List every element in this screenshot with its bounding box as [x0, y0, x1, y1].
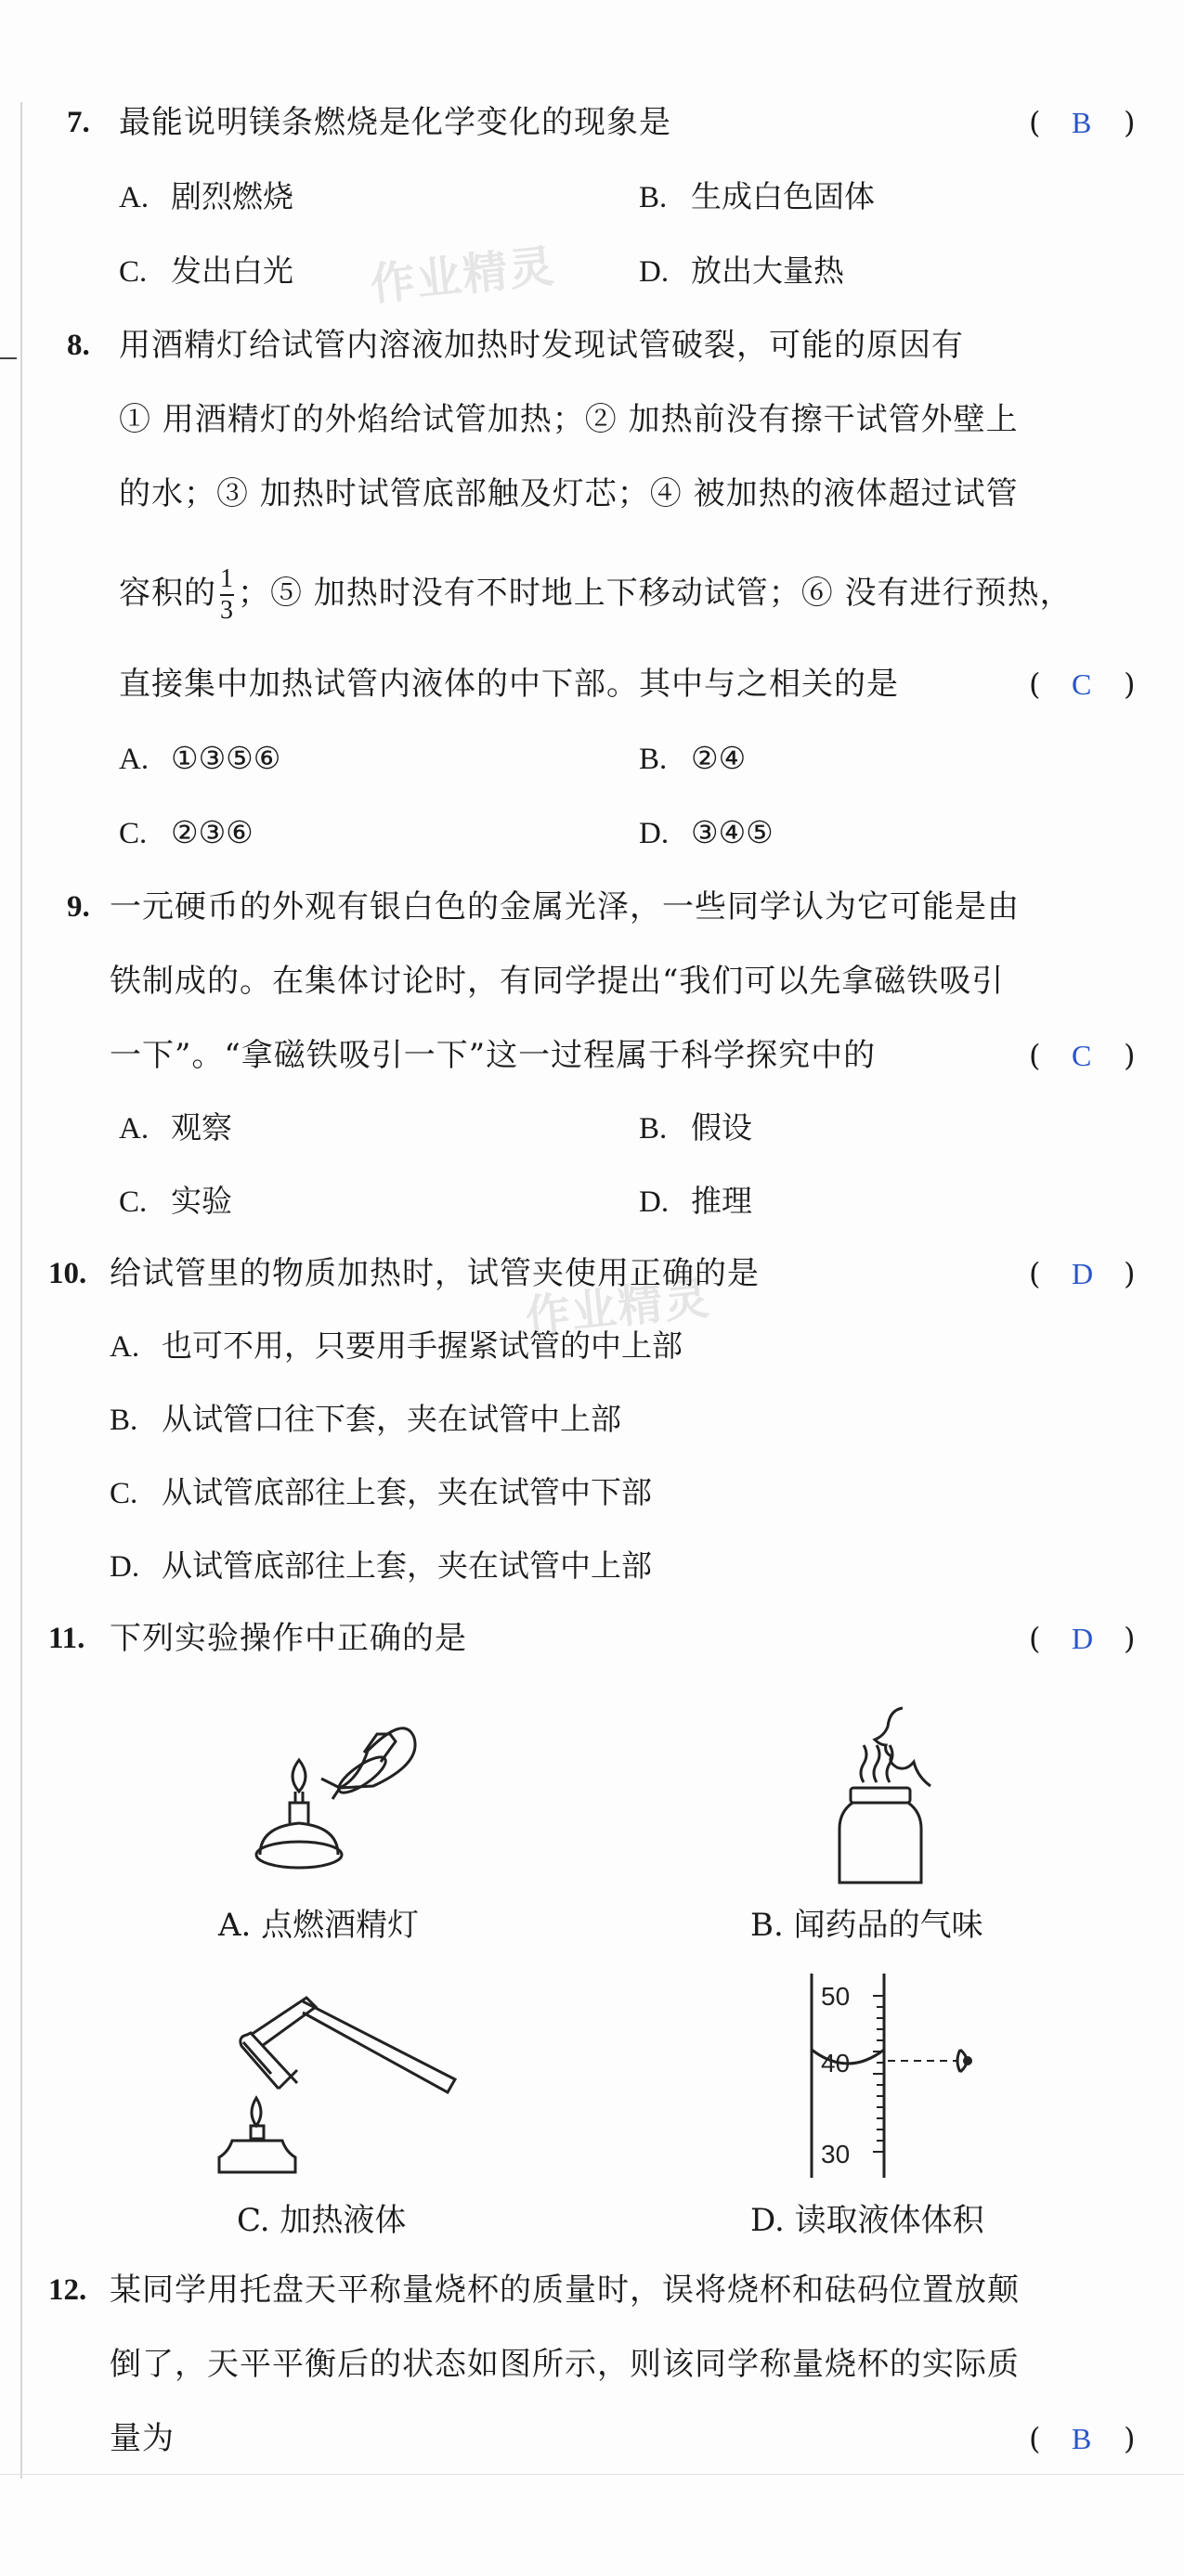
margin-line [20, 102, 22, 2479]
option-c: C. 实验 [119, 1183, 232, 1219]
bottom-rule [0, 2474, 1184, 2475]
question-stem-line: 铁制成的。在集体讨论时，有同学提出“我们可以先拿磁铁吸引 [110, 963, 1005, 1000]
figure-d-reading-volume [799, 1968, 1003, 2181]
question-stem: 给试管里的物质加热时，试管夹使用正确的是 [110, 1255, 760, 1292]
option-b: B. 假设 [639, 1109, 752, 1146]
option-a: A. 观察 [119, 1109, 232, 1146]
answer-letter: C [1072, 667, 1092, 701]
figure-label-c: C. 加热液体 [237, 2202, 407, 2239]
question-stem-line: 倒了，天平平衡后的状态如图所示，则该同学称量烧杯的实际质 [110, 2346, 1020, 2383]
option-b: B. 从试管口往下套，夹在试管中上部 [110, 1401, 621, 1437]
watermark: 作业精灵 [523, 1272, 713, 1344]
option-d: D. ③④⑤ [639, 814, 774, 850]
answer-letter: B [1072, 2422, 1092, 2455]
cylinder-tick-label: 30 [821, 2140, 851, 2168]
question-number: 9. [67, 890, 90, 924]
option-b: B. ②④ [639, 740, 747, 776]
answer-letter: D [1072, 1622, 1094, 1655]
cylinder-tick-label: 50 [821, 1982, 851, 2011]
figure-label-d: D. 读取液体体积 [750, 2202, 984, 2239]
figure-label-a: A. 点燃酒精灯 [218, 1907, 420, 1944]
question-number: 10. [48, 1257, 87, 1290]
option-b: B. 生成白色固体 [639, 178, 875, 214]
worksheet-page: 作业精灵 作业精灵 7. 最能说明镁条燃烧是化学变化的现象是 ( B ) A. 剧烈燃烧 B. 生成白色固体 C. 发出白光 D. 放出大量热 8. 用酒精灯给试管内溶液加热时发现试管破裂，可能的原因有 ① 用酒精灯的外焰给试管加热；② 加热前没有擦干试管外壁上 的水；③ 加热时试管底部触及灯芯；④ 被加热的液体超过试管 容积的 $\frac{1}{3}$ ；⑤ 加热时没有不时地上下移动试管；⑥ 没有进行预热， 直接集中加热试管内液体的中下部。其中与之相关的是 ( C ) A. ①③⑤⑥ B. ②④ C. ②③⑥ D. ③④⑤ 9. 一元硬币的外观有银白色的金属光泽，一些同学认为它可能是由 铁制成的。在集体讨论时，有同学提出“我们可以先拿磁铁吸引 一下”。“拿磁铁吸引一下”这一过程属于科学探究中的 ( C ) A. 观察 B. 假设 C. 实验 D. 推理 10. 给试管里的物质加热时，试管夹使用正确的是 ( D ) A. 也可不用，只要用手握紧试管的中上部 B. 从试管口往下套，夹在试管中上部 C. 从试管底部往上套，夹在试管中下部 D. 从试管底部往上套，夹在试管中上部 11. 下列实验操作中正确的是 ( D ) A. 点燃酒精灯 B. 闻药品的气味 C. 加热液体 50 40 30 D. 读取液体体积 12. 某同学用托盘天平称量烧杯的质量时，误将烧杯和砝码位置放颠 倒了，天平平衡后的状态如图所示，则该同学称量烧杯的实际质 量为 ( B ) [0, 0, 1184, 2576]
fraction: $\frac{1}{3}$ [220, 564, 234, 625]
question-number: 7. [67, 106, 90, 139]
figure-a-lighting-lamp [251, 1699, 436, 1884]
question-stem-line: 一元硬币的外观有银白色的金属光泽，一些同学认为它可能是由 [110, 888, 1020, 926]
question-stem-line: 的水；③ 加热时试管底部触及灯芯；④ 被加热的液体超过试管 [119, 475, 1019, 512]
margin-tick [0, 357, 17, 359]
question-stem-line: 一下”。“拿磁铁吸引一下”这一过程属于科学探究中的 [110, 1037, 877, 1074]
option-a: A. ①③⑤⑥ [119, 740, 281, 776]
question-stem-line: 某同学用托盘天平称量烧杯的质量时，误将烧杯和砝码位置放颠 [110, 2272, 1020, 2309]
watermark: 作业精灵 [368, 239, 558, 312]
question-stem-line: 用酒精灯给试管内溶液加热时发现试管破裂，可能的原因有 [119, 327, 964, 364]
option-c: C. ②③⑥ [119, 814, 254, 850]
option-a: A. 剧烈燃烧 [119, 178, 293, 214]
question-stem: 下列实验操作中正确的是 [110, 1620, 467, 1657]
question-stem-line: 容积的 $\frac{1}{3}$ ；⑤ 加热时没有不时地上下移动试管；⑥ 没有进行预热， [119, 564, 1073, 625]
question-number: 12. [48, 2273, 87, 2307]
question-stem-line: 量为 [110, 2420, 175, 2457]
answer-letter: D [1072, 1257, 1094, 1290]
option-d: D. 放出大量热 [639, 252, 844, 289]
question-stem-line: ① 用酒精灯的外焰给试管加热；② 加热前没有擦干试管外壁上 [119, 401, 1019, 438]
question-stem: 最能说明镁条燃烧是化学变化的现象是 [119, 104, 671, 141]
option-d: D. 从试管底部往上套，夹在试管中上部 [110, 1547, 652, 1584]
figure-label-b: B. 闻药品的气味 [750, 1907, 983, 1944]
question-stem-line: 直接集中加热试管内液体的中下部。其中与之相关的是 [119, 666, 899, 703]
figure-c-heating-liquid [214, 1987, 464, 2181]
option-d: D. 推理 [639, 1183, 752, 1219]
answer-letter: C [1072, 1039, 1092, 1072]
option-c: C. 从试管底部往上套，夹在试管中下部 [110, 1474, 652, 1510]
option-a: A. 也可不用，只要用手握紧试管的中上部 [110, 1327, 683, 1364]
figure-b-smelling [826, 1699, 975, 1889]
question-number: 11. [48, 1622, 85, 1655]
answer-letter: B [1072, 106, 1092, 139]
cylinder-tick-label: 40 [821, 2049, 851, 2078]
question-number: 8. [67, 329, 90, 362]
option-c: C. 发出白光 [119, 252, 293, 289]
